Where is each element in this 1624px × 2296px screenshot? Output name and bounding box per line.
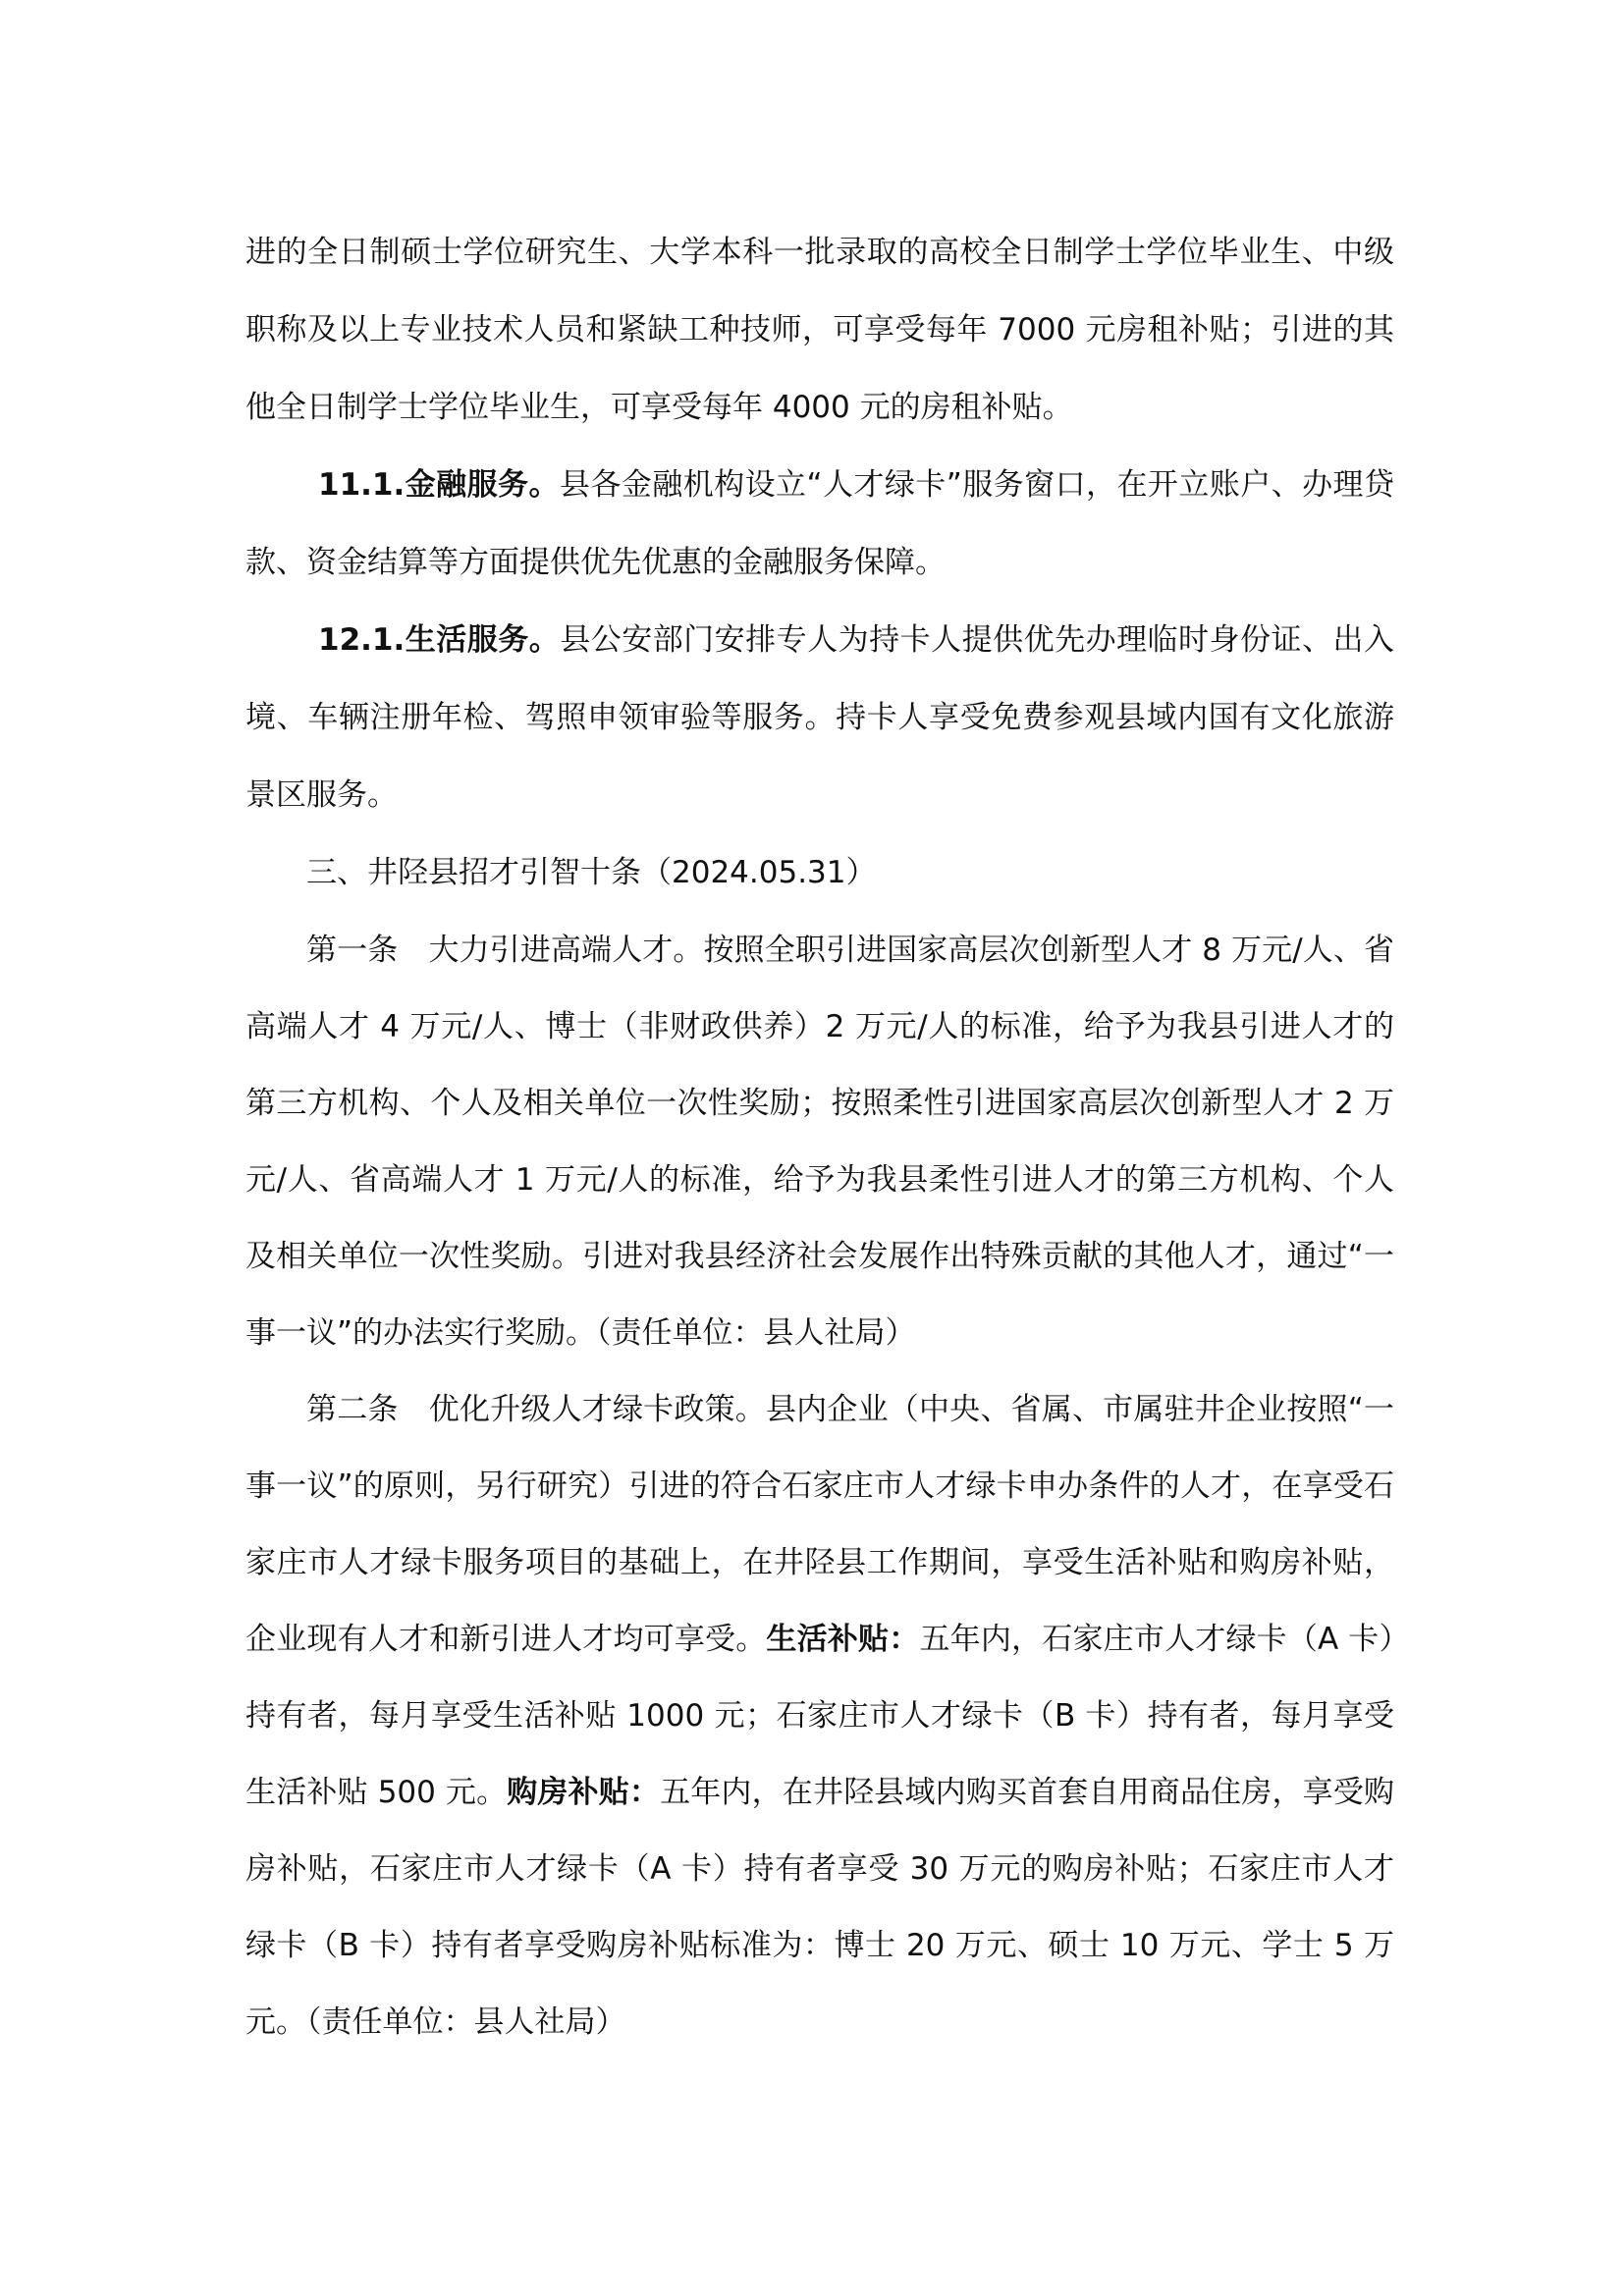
article-one: [245, 912, 1394, 1371]
paragraph-life-service: [245, 602, 1394, 834]
paragraph-text: 第一条 大力引进高端人才。按照全职引进国家高层次创新型人才 8 万元/人、省高端人才 4 万元/人、博士（非财政供养）2 万元/人的标准，给予为我县引进人才的第三方机构、个人及相关单位一次性奖励；按照柔性引进国家高层次创新型人才 2 万元/人、省高端人才 1 万元/人的标准，给予为我县柔性引进人才的第三方机构、个人及相关单位一次性奖励。引进对我县经济社会发展作出特殊贡献的其他人才，通过“一事一议”的办法实行奖励。（责任单位：县人社局）: [245, 933, 1394, 1351]
document-page: [245, 214, 1394, 2060]
section-heading: [245, 834, 1394, 912]
section-title: 三、井陉县招才引智十条（2024.05.31）: [306, 855, 877, 890]
paragraph-text: 进的全日制硕士学位研究生、大学本科一批录取的高校全日制学士学位毕业生、中级职称及以上专业技术人员和紧缺工种技师，可享受每年 7000 元房租补贴；引进的其他全日制学士学位毕业生，可享受每年 4000 元的房租补贴。: [245, 235, 1394, 425]
housing-subsidy-label: 购房补贴：: [507, 1775, 661, 1810]
paragraph-financial-service: [245, 447, 1394, 602]
paragraph-text: 第二条 优化升级人才绿卡政策。县内企业（中央、省属、市属驻井企业按照“一事一议”的原则，另行研究）引进的符合石家庄市人才绿卡申办条件的人才，在享受石家庄市人才绿卡服务项目的基础上，在井陉县工作期间，享受生活补贴和购房补贴，企业现有人才和新引进人才均可享受。: [245, 1392, 1394, 1657]
paragraph-text: 县各金融机构设立“人才绿卡”服务窗口，在开立账户、办理贷款、资金结算等方面提供优先优惠的金融服务保障。: [245, 467, 1394, 580]
paragraph-text: 五年内，石家庄市人才绿卡（A 卡）持有者，每月享受生活补贴 1000 元；石家庄市人才绿卡（B 卡）持有者，每月享受生活补贴 500 元。: [245, 1622, 1395, 1810]
paragraph-heading: 12.1.生活服务。: [318, 622, 561, 658]
paragraph-text: 五年内，在井陉县域内购买首套自用商品住房，享受购房补贴，石家庄市人才绿卡（A 卡）持有者享受 30 万元的购房补贴；石家庄市人才绿卡（B 卡）持有者享受购房补贴标准为：博士 20 万元、硕士 10 万元、学士 5 万元。（责任单位：县人社局）: [245, 1775, 1394, 2040]
paragraph-rent-subsidy: [245, 214, 1394, 447]
paragraph-heading: 11.1.金融服务。: [318, 467, 560, 503]
living-subsidy-label: 生活补贴：: [766, 1622, 920, 1657]
paragraph-text: 县公安部门安排专人为持卡人提供优先办理临时身份证、出入境、车辆注册年检、驾照申领审验等服务。持卡人享受免费参观县域内国有文化旅游景区服务。: [245, 622, 1395, 813]
article-two: [245, 1371, 1394, 2060]
